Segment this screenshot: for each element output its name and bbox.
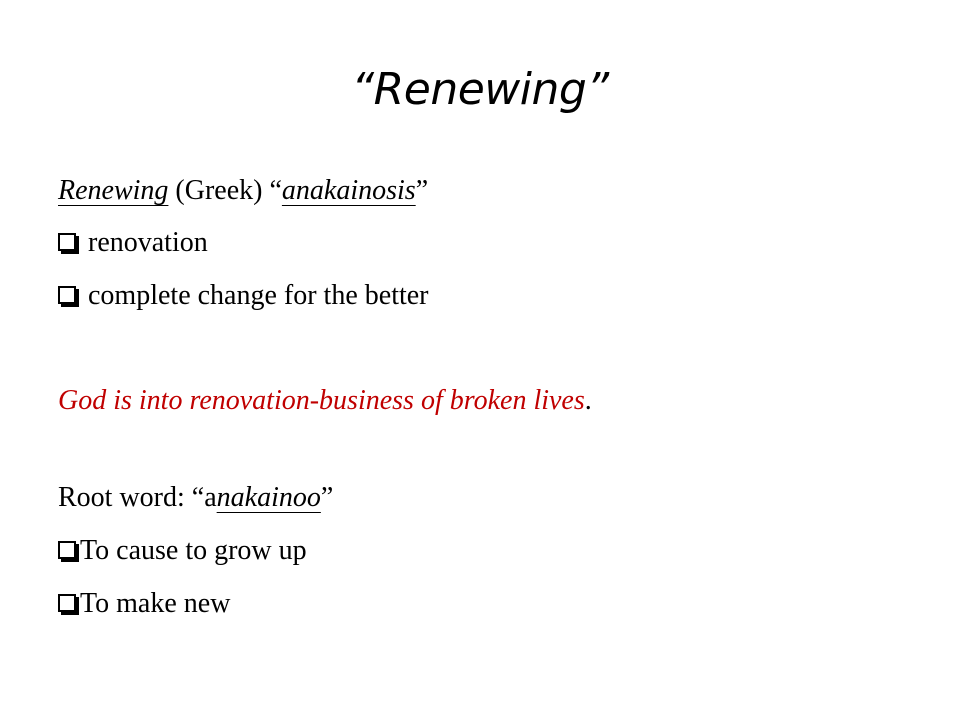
square-box-bullet-icon xyxy=(58,594,76,612)
list-item-label: renovation xyxy=(88,227,208,258)
list-item-label: To make new xyxy=(80,588,231,619)
list-item xyxy=(58,586,230,622)
root-term: nakainoo xyxy=(216,482,321,513)
greek-term: anakainosis xyxy=(281,175,416,206)
square-box-bullet-icon xyxy=(58,233,76,251)
list-item-label: complete change for the better xyxy=(88,280,429,311)
list-item-label: To cause to grow up xyxy=(80,535,307,566)
list-item xyxy=(58,278,429,314)
slide-title: “Renewing” xyxy=(351,64,609,115)
list-item xyxy=(58,533,307,569)
renovation-statement xyxy=(58,383,592,419)
root-word-prefix: Root word: “a xyxy=(58,482,217,513)
root-close-quote: ” xyxy=(320,482,334,513)
statement-red-text: God is into renovation-business of broken lives xyxy=(58,385,585,416)
greek-definition-line xyxy=(58,173,428,209)
list-item xyxy=(58,225,208,261)
statement-period: . xyxy=(584,385,592,416)
square-box-bullet-icon xyxy=(58,286,76,304)
root-word-line xyxy=(58,480,333,516)
greek-label: (Greek) “ xyxy=(168,175,282,206)
square-box-bullet-icon xyxy=(58,541,76,559)
close-quote: ” xyxy=(415,175,429,206)
renewing-word: Renewing xyxy=(58,175,169,206)
